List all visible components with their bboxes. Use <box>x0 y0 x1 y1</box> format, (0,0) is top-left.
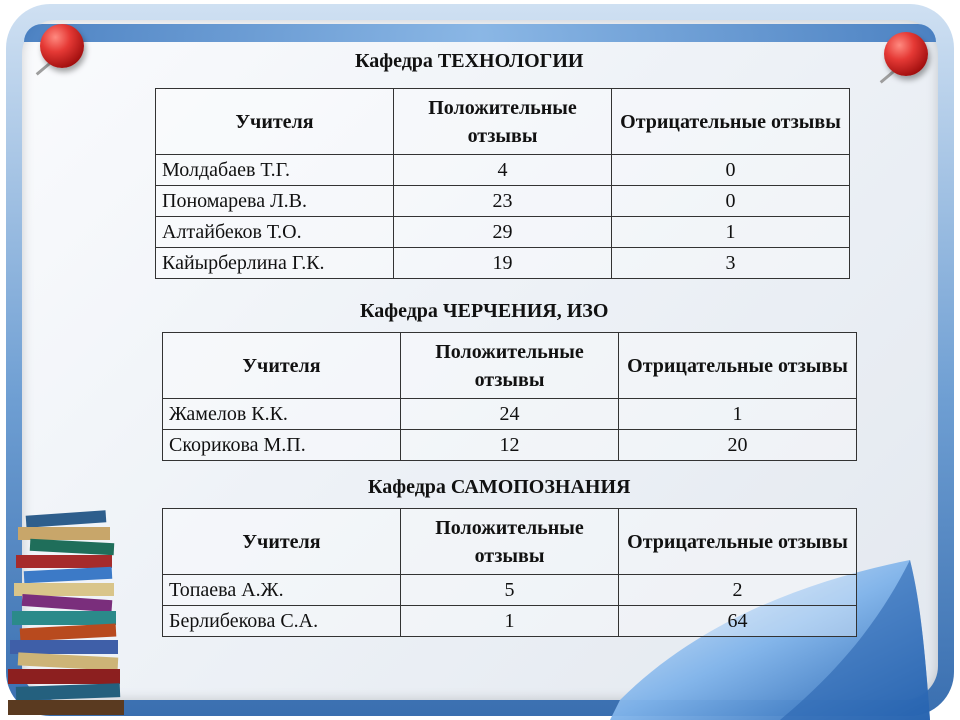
pushpin-icon <box>34 22 86 74</box>
department-title: Кафедра ТЕХНОЛОГИИ <box>355 50 584 72</box>
teacher-name: Берлибекова С.А. <box>163 606 401 637</box>
positive-count: 1 <box>401 606 619 637</box>
table-row <box>163 606 857 637</box>
positive-count: 5 <box>401 575 619 606</box>
negative-count: 0 <box>612 186 850 217</box>
negative-count: 3 <box>612 248 850 279</box>
header-teacher: Учителя <box>163 509 401 575</box>
negative-count: 0 <box>612 155 850 186</box>
table-row <box>163 399 857 430</box>
negative-count: 1 <box>612 217 850 248</box>
negative-count: 20 <box>619 430 857 461</box>
teacher-name: Топаева А.Ж. <box>163 575 401 606</box>
department-title: Кафедра ЧЕРЧЕНИЯ, ИЗО <box>360 300 609 322</box>
table-row <box>163 575 857 606</box>
teacher-name: Алтайбеков Т.О. <box>156 217 394 248</box>
department-title: Кафедра САМОПОЗНАНИЯ <box>368 476 631 498</box>
header-negative: Отрицательные отзывы <box>619 333 857 399</box>
books-stack-icon <box>8 505 138 717</box>
positive-count: 19 <box>394 248 612 279</box>
header-positive: Положительные отзывы <box>401 509 619 575</box>
table-row <box>156 186 850 217</box>
negative-count: 2 <box>619 575 857 606</box>
department-table <box>162 332 857 461</box>
positive-count: 4 <box>394 155 612 186</box>
table-row <box>163 430 857 461</box>
department-table <box>162 508 857 637</box>
negative-count: 1 <box>619 399 857 430</box>
teacher-name: Пономарева Л.В. <box>156 186 394 217</box>
teacher-name: Жамелов К.К. <box>163 399 401 430</box>
header-positive: Положительные отзывы <box>394 89 612 155</box>
teacher-name: Молдабаев Т.Г. <box>156 155 394 186</box>
header-teacher: Учителя <box>163 333 401 399</box>
positive-count: 24 <box>401 399 619 430</box>
department-table <box>155 88 850 279</box>
header-positive: Положительные отзывы <box>401 333 619 399</box>
positive-count: 23 <box>394 186 612 217</box>
negative-count: 64 <box>619 606 857 637</box>
positive-count: 29 <box>394 217 612 248</box>
positive-count: 12 <box>401 430 619 461</box>
header-negative: Отрицательные отзывы <box>612 89 850 155</box>
table-row <box>156 217 850 248</box>
table-row <box>156 248 850 279</box>
pushpin-icon <box>878 30 930 82</box>
header-negative: Отрицательные отзывы <box>619 509 857 575</box>
teacher-name: Скорикова М.П. <box>163 430 401 461</box>
header-teacher: Учителя <box>156 89 394 155</box>
teacher-name: Кайырберлина Г.К. <box>156 248 394 279</box>
table-row <box>156 155 850 186</box>
board-top-band <box>24 24 936 42</box>
